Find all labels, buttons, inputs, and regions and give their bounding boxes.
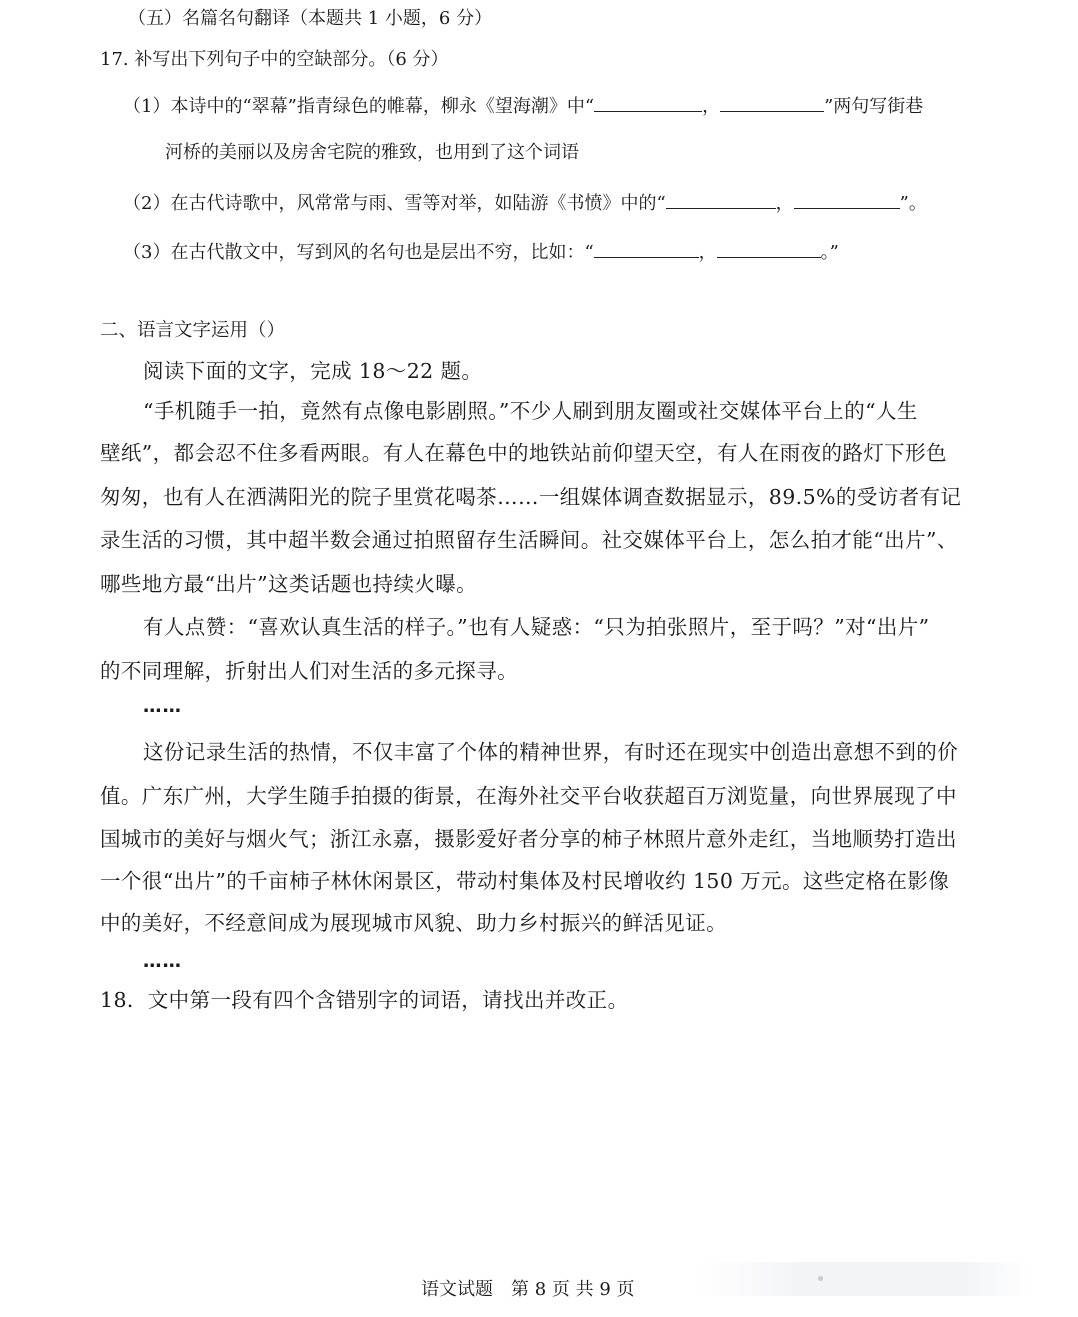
reading-intro: 阅读下面的文字，完成 18～22 题。 [143, 359, 483, 383]
paragraph-3-line: 国城市的美好与烟火气；浙江永嘉，摄影爱好者分享的柿子林照片意外走红，当地顺势打造出 [100, 827, 957, 851]
watermark-overlay [700, 1262, 1030, 1296]
question-17-title: 17. 补写出下列句子中的空缺部分。（6 分） [100, 49, 449, 70]
item-2-lead: （2）在古代诗歌中，风常常与雨、雪等对举，如陆游《书愤》中的“ [123, 193, 666, 215]
paragraph-2-line: 有人点赞：“喜欢认真生活的样子。”也有人疑惑：“只为拍张照片，至于吗？”对“出片” [143, 615, 930, 639]
question-17-item-2 [123, 191, 927, 213]
section-heading-5: （五）名篇名句翻译（本题共 1 小题，6 分） [128, 8, 493, 29]
item-3-sep: ， [698, 242, 717, 264]
paragraph-3-line: 中的美好，不经意间成为展现城市风貌、助力乡村振兴的鲜活见证。 [100, 911, 727, 935]
paragraph-3-line: 这份记录生活的热情，不仅丰富了个体的精神世界，有时还在现实中创造出意想不到的价 [143, 740, 959, 764]
item-3-tail: 。” [820, 242, 839, 264]
answer-blank[interactable] [594, 94, 702, 112]
paragraph-1-line: “手机随手一拍，竟然有点像电影剧照。”不少人刷到朋友圈或社交媒体平台上的“人生 [143, 399, 918, 423]
answer-blank[interactable] [794, 191, 900, 209]
item-3-lead: （3）在古代散文中，写到风的名句也是层出不穷，比如：“ [123, 242, 594, 264]
answer-blank[interactable] [594, 240, 699, 258]
paragraph-1-line: 录生活的习惯，其中超半数会通过拍照留存生活瞬间。社交媒体平台上，怎么拍才能“出片”、 [100, 528, 958, 552]
paragraph-1-line: 壁纸”，都会忍不住多看两眼。有人在幕色中的地铁站前仰望天空，有人在雨夜的路灯下形色 [100, 441, 947, 465]
watermark-dot [818, 1276, 823, 1281]
ellipsis: …… [143, 951, 182, 972]
page-footer: 语文试题 第 8 页 共 9 页 [421, 1279, 635, 1300]
item-1-sep: ， [702, 96, 721, 118]
answer-blank[interactable] [717, 240, 821, 258]
ellipsis: …… [143, 696, 182, 717]
question-17-item-1 [123, 94, 923, 116]
part-2-heading: 二、语言文字运用（） [100, 320, 286, 341]
answer-blank[interactable] [666, 191, 776, 209]
item-2-sep: ， [775, 193, 794, 215]
paragraph-3-line: 一个很“出片”的千亩柿子林休闲景区，带动村集体及村民增收约 150 万元。这些定格在影像 [100, 869, 950, 893]
answer-blank[interactable] [720, 94, 824, 112]
paragraph-2-line: 的不同理解，折射出人们对生活的多元探寻。 [100, 659, 518, 683]
item-1-lead: （1）本诗中的“翠幕”指青绿色的帷幕，柳永《望海潮》中“ [123, 96, 595, 118]
item-1-tail: ”两句写街巷 [824, 96, 924, 118]
question-18: 18．文中第一段有四个含错别字的词语，请找出并改正。 [100, 988, 629, 1012]
paragraph-1-line: 匆匆，也有人在洒满阳光的院子里赏花喝茶……一组媒体调查数据显示，89.5%的受访者有记 [100, 485, 962, 509]
question-17-item-1-cont: 河桥的美丽以及房舍宅院的雅致，也用到了这个词语 [165, 142, 579, 163]
paragraph-1-line: 哪些地方最“出片”这类话题也持续火曝。 [100, 572, 478, 596]
paragraph-3-line: 值。广东广州，大学生随手拍摄的街景，在海外社交平台收获超百万浏览量，向世界展现了中 [100, 784, 957, 808]
question-17-item-3 [123, 240, 839, 262]
item-2-tail: ”。 [899, 193, 927, 215]
